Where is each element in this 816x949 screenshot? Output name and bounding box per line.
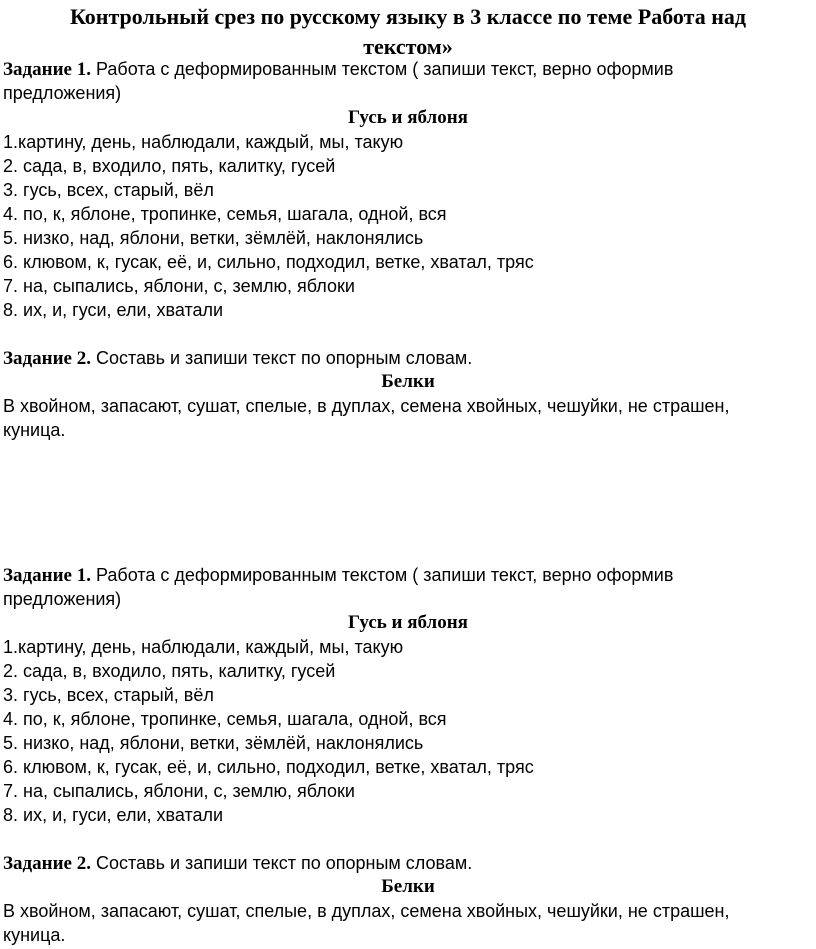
task1-instruction-text: Работа с деформированным текстом ( запиши текст, верно оформив	[90, 565, 674, 585]
task1-line: 3. гусь, всех, старый, вёл	[3, 685, 214, 705]
task2-heading: Белки	[381, 876, 435, 897]
task2-instruction	[3, 346, 472, 371]
task2-instruction	[3, 851, 472, 876]
task2-instruction-text: Составь и запиши текст по опорным словам.	[90, 853, 473, 873]
task1-line: 1.картину, день, наблюдали, каждый, мы, такую	[3, 637, 404, 657]
task2-instruction-text: Составь и запиши текст по опорным словам.	[90, 348, 473, 368]
task1-line: 3. гусь, всех, старый, вёл	[3, 180, 214, 200]
task1-line: 2. сада, в, входило, пять, калитку, гусей	[3, 156, 336, 176]
task1-line: 5. низко, над, яблони, ветки, зёмлёй, наклонялись	[3, 733, 424, 753]
task1-heading: Гусь и яблоня	[348, 612, 468, 633]
task1-line: 6. клювом, к, гусак, её, и, сильно, подходил, ветке, хватал, тряс	[3, 757, 534, 777]
task1-line: 7. на, сыпались, яблони, с, землю, яблоки	[3, 276, 355, 296]
task2-text-continued: куница.	[3, 925, 66, 945]
task1-line: 5. низко, над, яблони, ветки, зёмлёй, наклонялись	[3, 228, 424, 248]
task1-instruction-continued: предложения)	[3, 589, 122, 609]
task1-instruction	[3, 57, 673, 82]
task1-label: Задание 1.	[3, 565, 91, 586]
task2-text: В хвойном, запасают, сушат, спелые, в дуплах, семена хвойных, чешуйки, не страшен,	[3, 396, 730, 416]
task1-line: 8. их, и, гуси, ели, хватали	[3, 805, 224, 825]
task1-line: 2. сада, в, входило, пять, калитку, гусей	[3, 661, 336, 681]
task1-instruction-text: Работа с деформированным текстом ( запиши текст, верно оформив	[90, 59, 674, 79]
task1-instruction	[3, 563, 673, 588]
task2-text: В хвойном, запасают, сушат, спелые, в дуплах, семена хвойных, чешуйки, не страшен,	[3, 901, 730, 921]
task2-label: Задание 2.	[3, 348, 91, 369]
task2-heading: Белки	[381, 371, 435, 392]
task1-heading: Гусь и яблоня	[348, 107, 468, 128]
task1-line: 7. на, сыпались, яблони, с, землю, яблоки	[3, 781, 355, 801]
document-title-line-1: Контрольный срез по русскому языку в 3 классе по теме Работа над	[69, 4, 747, 29]
task1-line: 8. их, и, гуси, ели, хватали	[3, 300, 224, 320]
task1-label: Задание 1.	[3, 59, 91, 80]
task1-line: 1.картину, день, наблюдали, каждый, мы, такую	[3, 132, 404, 152]
task1-line: 4. по, к, яблоне, тропинке, семья, шагала, одной, вся	[3, 204, 447, 224]
task2-label: Задание 2.	[3, 853, 91, 874]
task1-instruction-continued: предложения)	[3, 83, 122, 103]
task2-text-continued: куница.	[3, 420, 66, 440]
task1-line: 4. по, к, яблоне, тропинке, семья, шагала, одной, вся	[3, 709, 447, 729]
task1-line: 6. клювом, к, гусак, её, и, сильно, подходил, ветке, хватал, тряс	[3, 252, 534, 272]
document-title-line-2: текстом»	[363, 34, 453, 59]
